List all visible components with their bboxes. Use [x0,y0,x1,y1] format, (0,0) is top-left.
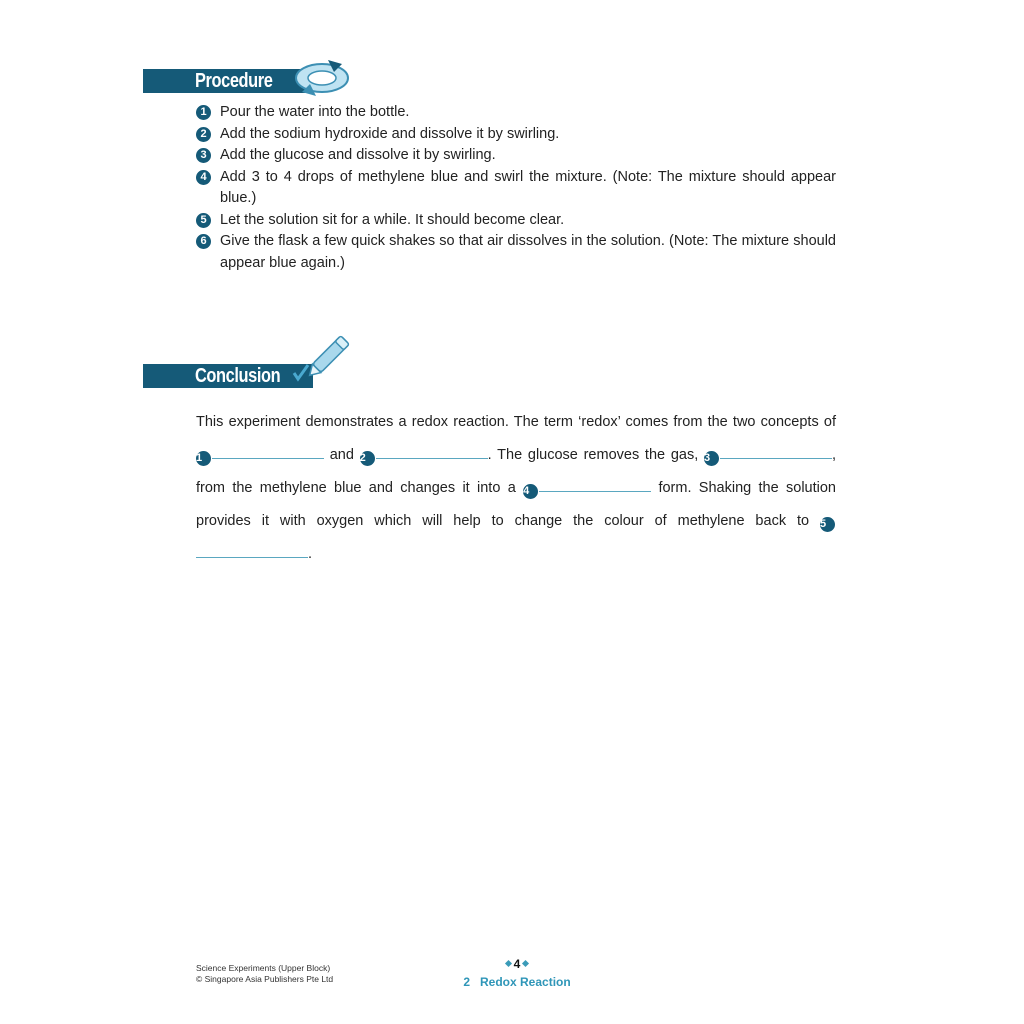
blank-number-badge: 2 [360,451,375,466]
conclusion-text: . The glucose removes the gas, [487,447,704,463]
footer-page-info [452,955,582,989]
answer-blank-4[interactable] [539,477,651,492]
step-text: Add 3 to 4 drops of methylene blue and swirl the mixture. (Note: The mixture should appear blue.) [220,168,836,206]
conclusion-paragraph [196,406,836,571]
answer-blank-5[interactable] [196,543,308,558]
procedure-heading: Procedure [195,70,273,92]
cycle-arrows-icon [290,54,354,98]
diamond-icon [522,960,529,967]
pen-checkmark-icon [284,327,360,389]
step-text: Pour the water into the bottle. [220,104,410,120]
conclusion-heading: Conclusion [195,365,281,387]
procedure-heading-banner [143,69,313,93]
blank-number-badge: 5 [820,517,835,532]
conclusion-text: form. Shaking the solution provides it with oxygen which will help to change the colour of methylene back to [196,480,836,529]
step-text: Let the solution sit for a while. It should become clear. [220,211,565,228]
step-text: Add the sodium hydroxide and dissolve it by swirling. [220,125,560,142]
answer-blank-2[interactable] [376,444,488,459]
procedure-step [196,167,836,210]
chapter-label [452,975,582,989]
footer-publisher-info [196,963,333,985]
step-number-badge: 1 [196,105,211,120]
answer-blank-1[interactable] [212,444,324,459]
procedure-step [196,145,836,167]
step-text: Add the glucose and dissolve it by swirling. [220,147,496,163]
answer-blank-3[interactable] [720,444,832,459]
procedure-step [196,124,836,146]
conclusion-text: and [324,447,360,463]
step-number-badge: 2 [196,127,211,142]
procedure-steps [196,102,836,274]
step-number-badge: 5 [196,213,211,228]
diamond-icon [505,960,512,967]
chapter-number: 2 [463,975,470,989]
page-number: 4 [513,957,521,971]
copyright: © Singapore Asia Publishers Pte Ltd [196,974,334,984]
blank-number-badge: 3 [704,451,719,466]
procedure-step [196,102,836,124]
chapter-title: Redox Reaction [480,975,571,989]
conclusion-text: , from the methylene blue and changes it into a [196,447,836,496]
step-text: Give the flask a few quick shakes so that air dissolves in the solution. (Note: The mixture should appear blue again.) [220,233,836,271]
conclusion-text: This experiment demonstrates a redox reaction. The term ‘redox’ comes from the two concepts of [196,414,836,430]
step-number-badge: 4 [196,170,211,185]
step-number-badge: 3 [196,148,211,163]
step-number-badge: 6 [196,234,211,249]
procedure-step [196,231,836,274]
blank-number-badge: 4 [523,484,538,499]
blank-number-badge: 1 [196,451,211,466]
conclusion-text: . [308,546,313,562]
procedure-step [196,210,836,232]
book-title: Science Experiments (Upper Block) [196,963,331,973]
